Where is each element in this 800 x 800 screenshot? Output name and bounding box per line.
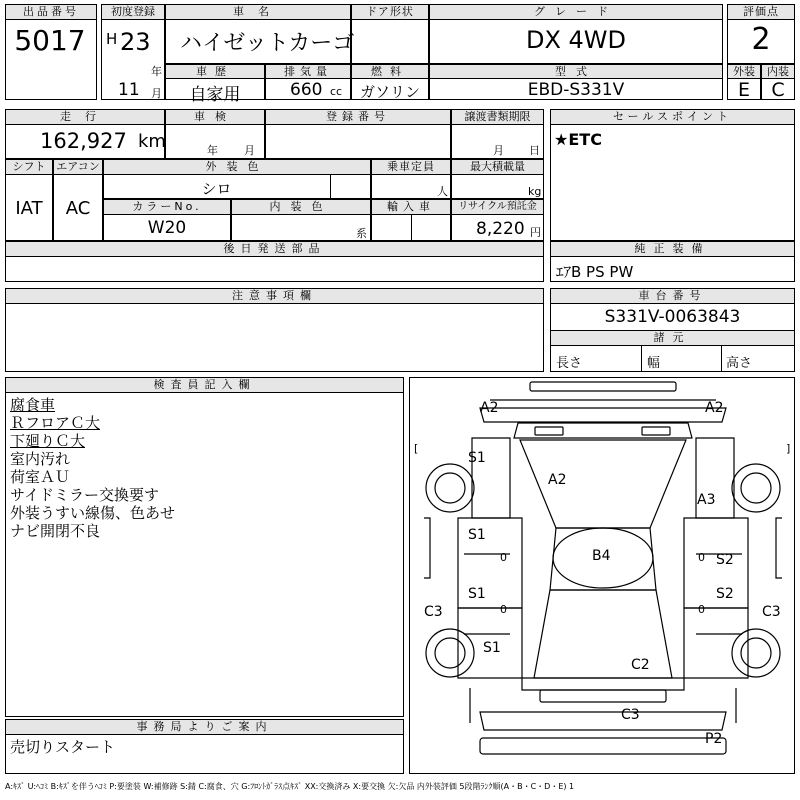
dims-label: 諸元 [550, 330, 795, 346]
mileage-unit: km [138, 131, 166, 152]
reg-month: 11 [118, 80, 140, 100]
bracket-right: ] [786, 442, 791, 455]
length-label: 長さ [556, 356, 583, 371]
recycle-label: リサイクル預託金 [451, 199, 544, 215]
reg-year: 23 [120, 28, 151, 56]
zero-mark-4: 0 [698, 603, 705, 616]
ac-label: エアコン [53, 159, 103, 175]
history-label: 車歴 [165, 64, 265, 79]
mark-front-right: A2 [705, 400, 724, 416]
displacement: 660 [290, 80, 323, 100]
recycle-amount: 8,220 [476, 219, 525, 239]
chassis-label: 車台番号 [550, 288, 795, 304]
zero-mark-2: 0 [698, 551, 705, 564]
mark-s1-a: S1 [468, 450, 486, 466]
max-load-unit: kg [528, 185, 542, 198]
inspector-note-line: 外装うすい線傷、色あせ [10, 504, 176, 522]
grade-label: グレード [429, 4, 723, 20]
mark-c3-rear: C3 [621, 707, 640, 723]
color-no-label: カラーNo. [103, 199, 231, 215]
fuel-label: 燃料 [351, 64, 429, 79]
mark-s1-b: S1 [468, 527, 486, 543]
recycle-unit: 円 [530, 226, 541, 239]
mark-s1-c: S1 [468, 586, 486, 602]
inspector-note-line: 腐食車 [10, 396, 56, 414]
mark-windshield: A2 [548, 472, 567, 488]
mark-s2-b: S2 [716, 586, 734, 602]
era: H [106, 30, 118, 48]
shift-label: シフト [5, 159, 53, 175]
sales-point-cell [550, 109, 795, 241]
mark-c2: C2 [631, 657, 650, 673]
history: 自家用 [189, 85, 241, 105]
ext-color-label: 外装色 [103, 159, 371, 175]
score-label: 評価点 [727, 4, 795, 20]
inspection-month-unit: 月 [244, 144, 255, 157]
capacity-unit: 人 [437, 185, 448, 198]
first-registration-label: 初度登録 [101, 4, 165, 20]
grade: DX 4WD [525, 26, 627, 54]
zero-mark-3: 0 [500, 603, 507, 616]
inspector-note-line: ＲフロアＣ大 [10, 414, 101, 432]
year-unit: 年 [151, 65, 162, 78]
mark-c3-left: C3 [424, 604, 443, 620]
model: EBD-S331V [527, 80, 625, 100]
dims-divider-2 [721, 346, 722, 372]
sales-point-text: ★ETC [554, 130, 602, 149]
inspection-label: 車検 [165, 109, 265, 125]
mark-front-left: A2 [480, 400, 499, 416]
notes-label: 注意事項欄 [5, 288, 544, 304]
max-load-label: 最大積載量 [451, 159, 544, 175]
equipment-text: ｴｱB PS PW [556, 263, 634, 281]
displacement-label: 排気量 [265, 64, 351, 79]
ext-color-divider [330, 175, 331, 199]
sales-point-label: セールスポイント [550, 109, 795, 125]
interior-grade: C [771, 79, 785, 101]
mileage-label: 走行 [5, 109, 165, 125]
model-label: 型式 [429, 64, 723, 79]
capacity-label: 乗車定員 [371, 159, 451, 175]
mark-c3-right: C3 [762, 604, 781, 620]
ext-color: シロ [201, 180, 232, 198]
mark-p2: P2 [705, 731, 723, 747]
int-color-unit: 系 [356, 227, 367, 240]
lot-number: 5017 [14, 24, 86, 57]
score: 2 [751, 22, 771, 57]
chassis-number: S331V-0063843 [604, 307, 741, 327]
exterior-grade-label: 外装 [727, 64, 761, 79]
shift: IAT [15, 198, 43, 219]
int-color-label: 内装色 [231, 199, 371, 215]
later-parts-label: 後日発送部品 [5, 241, 544, 257]
inspector-note-line: 室内汚れ [10, 450, 71, 468]
dims-divider-1 [641, 346, 642, 372]
car-outline [410, 378, 794, 773]
month-unit: 月 [151, 87, 162, 100]
zero-mark-1: 0 [500, 551, 507, 564]
inspection-year-unit: 年 [207, 144, 218, 157]
inspector-note-line: ナビ開閉不良 [10, 522, 101, 540]
width-label: 幅 [647, 356, 661, 371]
damage-diagram [409, 377, 795, 774]
exterior-grade: E [737, 79, 750, 101]
equipment-label: 純正装備 [550, 241, 795, 257]
ac: AC [65, 198, 91, 219]
inspector-note-line: サイドミラー交換要す [10, 486, 159, 504]
mark-s2-a: S2 [716, 552, 734, 568]
displacement-unit: cc [330, 85, 343, 98]
inspector-note-line: 荷室ＡＵ [10, 468, 71, 486]
import-divider [411, 215, 412, 241]
mark-s1-d: S1 [483, 640, 501, 656]
color-no: W20 [147, 218, 187, 238]
mileage: 162,927 [40, 129, 127, 153]
mark-b4: B4 [592, 548, 611, 564]
transfer-month-unit: 月 [493, 144, 504, 157]
office-label: 事務局よりご案内 [5, 719, 404, 735]
transfer-doc-label: 譲渡書類期限 [451, 109, 544, 125]
inspector-note-line: 下廻りＣ大 [10, 432, 86, 450]
reg-number-label: 登録番号 [265, 109, 451, 125]
inspector-notes [10, 396, 175, 540]
bracket-left: [ [414, 442, 419, 455]
import-label: 輸入車 [371, 199, 451, 215]
height-label: 高さ [726, 356, 753, 371]
door-label: ドア形状 [351, 4, 429, 20]
legend: A:ｷｽﾞ U:ﾍｺﾐ B:ｷｽﾞを伴うﾍｺﾐ P:要塗装 W:補修跡 S:錆 C:腐食、穴 G:ﾌﾛﾝﾄｶﾞﾗｽ点ｷｽﾞ XX:交換済み X:要交換 欠:欠品 内外装評価 5段階ﾗﾝｸ順(A・B・C・D・E) 1 [5, 782, 575, 791]
mark-a3: A3 [697, 492, 716, 508]
office-text: 売切りスタート [10, 738, 116, 756]
fuel: ガソリン [359, 83, 420, 101]
car-name: ハイゼットカーゴ [180, 31, 355, 56]
transfer-day-unit: 日 [529, 144, 540, 157]
inspector-label: 検査員記入欄 [5, 377, 404, 393]
lot-number-label: 出品番号 [5, 4, 97, 20]
interior-grade-label: 内装 [761, 64, 795, 79]
car-name-label: 車名 [165, 4, 351, 20]
